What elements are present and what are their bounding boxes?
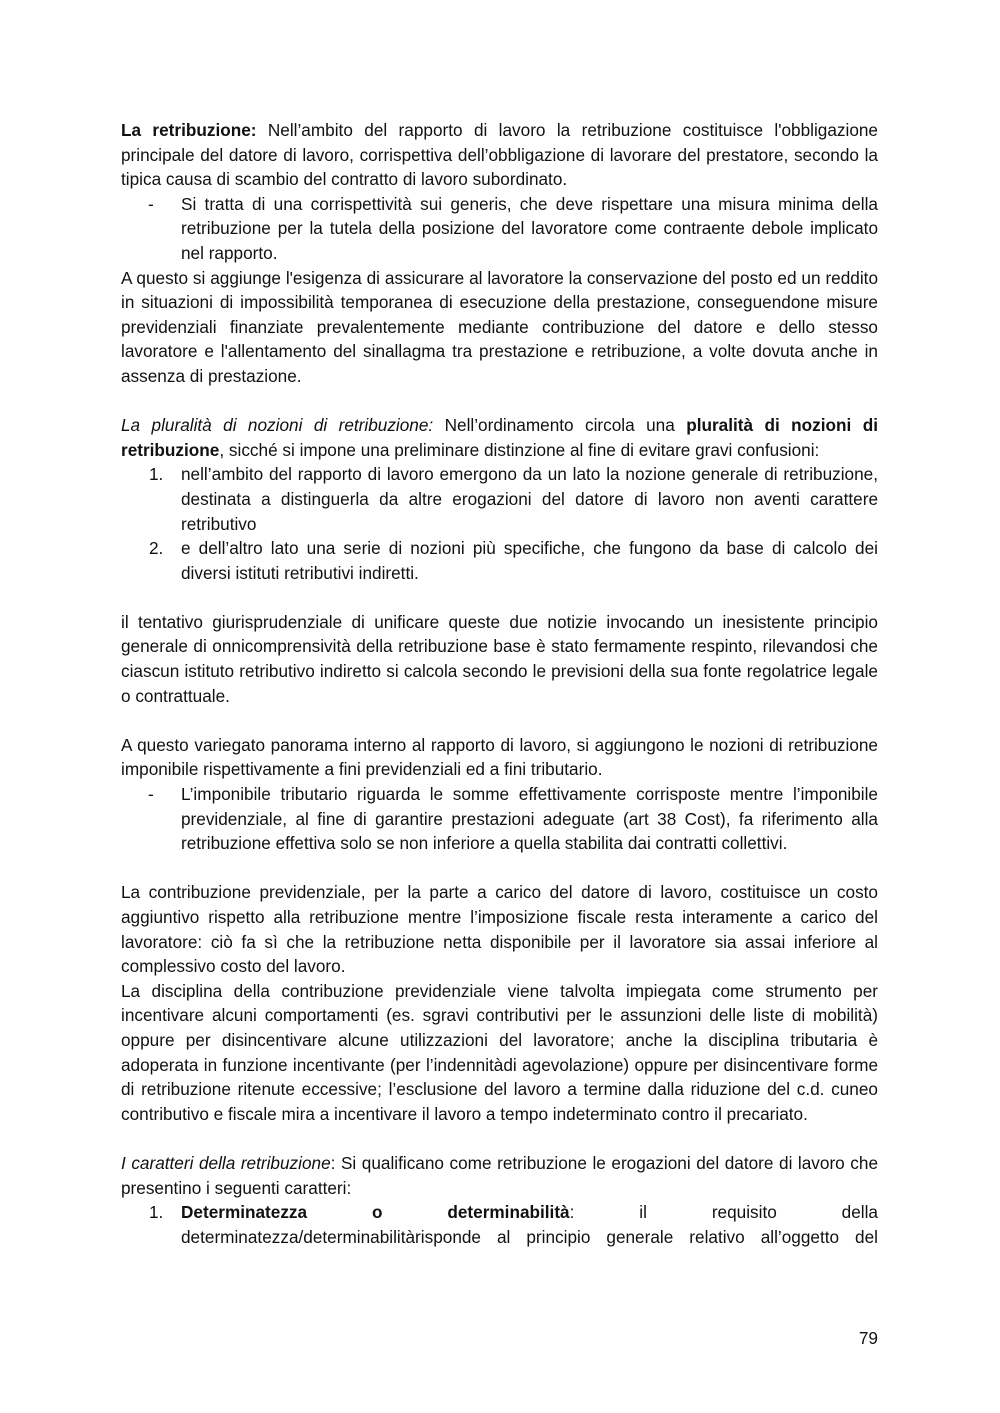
- paragraph-text: il tentativo giurisprudenziale di unificare queste due notizie invocando un inesistente principio generale di onnicomprensività della retribuzione base è stato fermamente respinto, rilevandosi che ciascun istituto retributivo indiretto si calcola secondo le previsioni della sua fonte regolatrice legale o contrattuale.: [121, 611, 878, 706]
- paragraph-text: La contribuzione previdenziale, per la parte a carico del datore di lavoro, costituisce un costo aggiuntivo rispetto alla retribuzione mentre l’imposizione fiscale resta interamente a carico del lavoratore: ciò fa sì che la retribuzione netta disponibile per il lavoratore sia assai inferiore al complessivo costo del lavoro.: [121, 882, 878, 977]
- list-item: [121, 1200, 878, 1249]
- numbered-list: [121, 1200, 878, 1249]
- bullet-list: [121, 192, 878, 266]
- numbered-list: [121, 462, 878, 585]
- paragraph-text: A questo variegato panorama interno al rapporto di lavoro, si aggiungono le nozioni di retribuzione imponibile rispettivamente a fini previdenziali ed a fini tributario.: [121, 734, 878, 780]
- heading-retribuzione: La retribuzione:: [121, 120, 257, 140]
- document-page: [121, 118, 878, 1249]
- page-number: 79: [858, 1328, 878, 1348]
- list-item: [121, 192, 878, 266]
- paragraph-text: , sicché si impone una preliminare distinzione al fine di evitare gravi confusioni:: [219, 439, 820, 460]
- bullet-marker: -: [148, 784, 154, 805]
- list-item-text: nell’ambito del rapporto di lavoro emergono da un lato la nozione generale di retribuzione, destinata a distinguerla da altre erogazioni del datore di lavoro non aventi carattere retributivo: [181, 464, 878, 534]
- paragraph-caratteri: [121, 1151, 878, 1200]
- paragraph-text: Nell’ordinamento circola una: [433, 415, 687, 436]
- list-number: 2.: [149, 538, 164, 559]
- list-item-text: Si tratta di una corrispettività sui generis, che deve rispettare una misura minima della retribuzione per la tutela della posizione del lavoratore come contraente debole implicato nel rapporto.: [181, 193, 878, 263]
- list-item: [121, 462, 878, 536]
- bold-phrase: pluralità di nozioni di retribuzione: [121, 415, 878, 460]
- list-number: 1.: [149, 464, 164, 485]
- list-number: 1.: [149, 1202, 164, 1223]
- bold-phrase: Determinatezza o determinabilità: [181, 1202, 570, 1223]
- paragraph-text: A questo si aggiunge l'esigenza di assicurare al lavoratore la conservazione del posto ed un reddito in situazioni di impossibilità temporanea di esecuzione della prestazione, conseguendone misure previdenziali finanziate prevalentemente mediante contribuzione del datore e dello stesso lavoratore e l'allentamento del sinallagma tra prestazione e retribuzione, a volte dovuta anche in assenza di prestazione.: [121, 267, 878, 386]
- list-item: [121, 782, 878, 856]
- paragraph-text: Nell’ambito del rapporto di lavoro la retribuzione costituisce l'obbligazione principale del datore di lavoro, corrispettiva dell’obbligazione di lavorare del prestatore, secondo la tipica causa di scambio del contratto di lavoro subordinato.: [121, 120, 878, 190]
- bullet-list: [121, 782, 878, 856]
- paragraph-retribuzione: [121, 118, 878, 192]
- list-item-text: : il requisito della determinatezza/determinabilitàrisponde al principio generale relativo all’oggetto del: [181, 1202, 878, 1247]
- bullet-marker: -: [148, 193, 154, 214]
- heading-caratteri: I caratteri della retribuzione: [121, 1152, 331, 1173]
- paragraph-pluralita: [121, 413, 878, 462]
- paragraph-text: La disciplina della contribuzione previdenziale viene talvolta impiegata come strumento per incentivare alcuni comportamenti (es. sgravi contributivi per le assunzioni delle liste di mobilità) oppure per disincentivare alcune utilizzazioni del lavoratore; anche la disciplina tributaria è adoperata in funzione incentivante (per l’indennitàdi agevolazione) oppure per disincentivare forme di retribuzione ritenute eccessive; l’esclusione del lavoro a termine dalla riduzione del c.d. cuneo contributivo e fiscale mira a incentivare il lavoro a tempo indeterminato contro il precariato.: [121, 980, 878, 1124]
- list-item-text: e dell’altro lato una serie di nozioni più specifiche, che fungono da base di calcolo dei diversi istituti retributivi indiretti.: [181, 538, 878, 583]
- paragraph-text: : Si qualificano come retribuzione le erogazioni del datore di lavoro che presentino i seguenti caratteri:: [121, 1152, 879, 1198]
- heading-pluralita: La pluralità di nozioni di retribuzione:: [121, 415, 434, 436]
- list-item-text: L’imponibile tributario riguarda le somme effettivamente corrisposte mentre l’imponibile previdenziale, al fine di garantire prestazioni adeguate (art 38 Cost), fa riferimento alla retribuzione effettiva solo se non inferiore a quella stabilita dai contratti collettivi.: [181, 784, 878, 854]
- list-item: [121, 536, 878, 585]
